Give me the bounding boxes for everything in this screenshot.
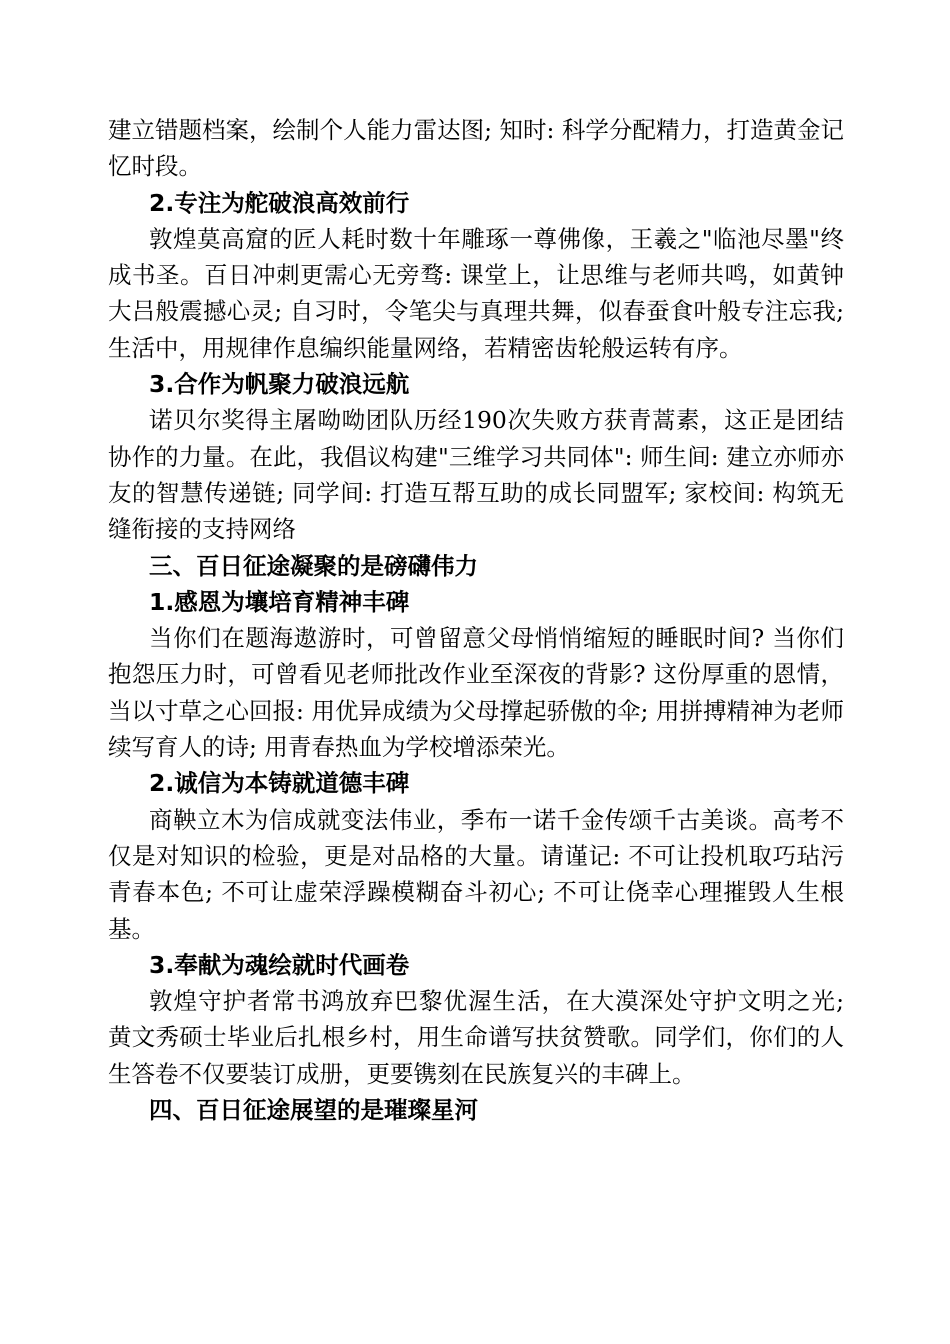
section-heading-3: 三、百日征途凝聚的是磅礴伟力 — [149, 551, 478, 580]
heading-cooperation: 3.合作为帆聚力破浪远航 — [149, 370, 410, 399]
heading-integrity: 2.诚信为本铸就道德丰碑 — [149, 769, 410, 798]
heading-gratitude: 1.感恩为壤培育精神丰碑 — [149, 587, 410, 616]
paragraph-gratitude: 当你们在题海遨游时，可曾留意父母悄悄缩短的睡眠时间? 当你们抱怨压力时，可曾看见老师批改作业至深夜的背影? 这份厚重的恩情，当以寸草之心回报: 用优异成绩为父母撑起骄傲的伞; 用拼搏精神为老师续写育人的诗; 用青春热血为学校增添荣光。 — [108, 624, 844, 762]
section-heading-4: 四、百日征途展望的是璀璨星河 — [149, 1096, 478, 1125]
paragraph-dedication: 敦煌守护者常书鸿放弃巴黎优渥生活，在大漠深处守护文明之光; 黄文秀硕士毕业后扎根乡村，用生命谱写扶贫赞歌。同学们，你们的人生答卷不仅要装订成册，更要镌刻在民族复兴的丰碑上。 — [108, 987, 844, 1088]
document-page — [108, 112, 844, 1128]
paragraph-cooperation: 诺贝尔奖得主屠呦呦团队历经190次失败方获青蒿素，这正是团结协作的力量。在此，我倡议构建"三维学习共同体": 师生间: 建立亦师亦友的智慧传递链; 同学间: 打造互帮互助的成长同盟军; 家校间: 构筑无缝衔接的支持网络 — [108, 406, 844, 544]
heading-focus: 2.专注为舵破浪高效前行 — [149, 188, 410, 217]
heading-dedication: 3.奉献为魂绘就时代画卷 — [149, 950, 410, 979]
paragraph-integrity: 商鞅立木为信成就变法伟业，季布一诺千金传颂千古美谈。高考不仅是对知识的检验，更是对品格的大量。请谨记: 不可让投机取巧玷污青春本色; 不可让虚荣浮躁模糊奋斗初心; 不可让侥幸心理摧毁人生根基。 — [108, 805, 844, 943]
paragraph-error-archive: 建立错题档案，绘制个人能力雷达图; 知时: 科学分配精力，打造黄金记忆时段。 — [108, 116, 844, 181]
paragraph-focus: 敦煌莫高窟的匠人耗时数十年雕琢一尊佛像，王羲之"临池尽墨"终成书圣。百日冲刺更需心无旁骛: 课堂上，让思维与老师共鸣，如黄钟大吕般震撼心灵; 自习时，令笔尖与真理共舞，似春蚕食叶般专注忘我; 生活中，用规律作息编织能量网络，若精密齿轮般运转有序。 — [108, 224, 844, 362]
